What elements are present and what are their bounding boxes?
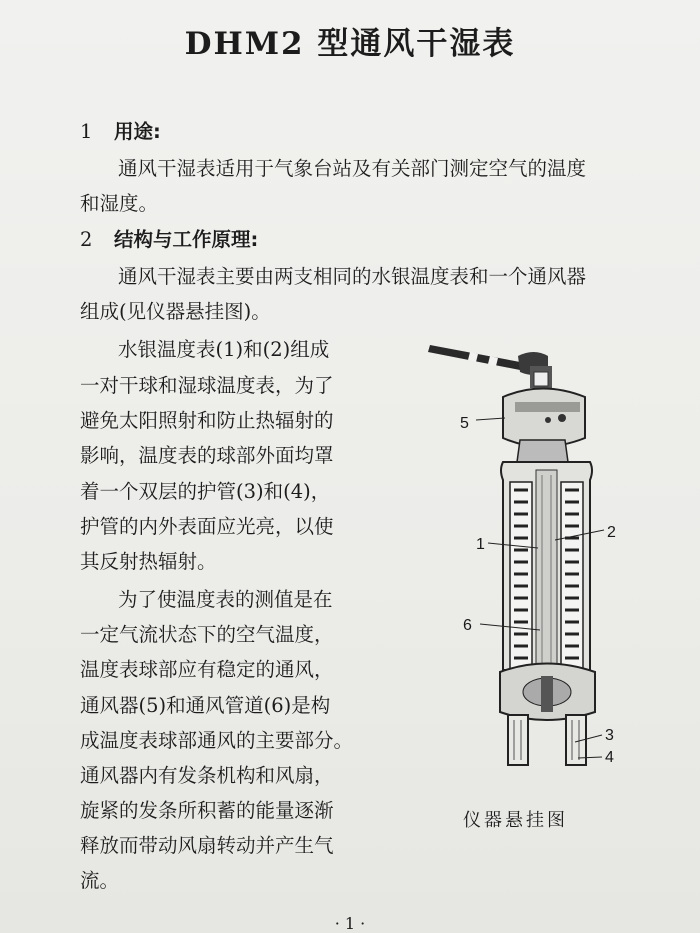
usage-line-1: 通风干湿表适用于气象台站及有关部门测定空气的温度	[118, 157, 587, 180]
thermo-line-1: 水银温度表(1)和(2)组成	[118, 338, 330, 361]
vent-line-6: 通风器内有发条机构和风扇，	[80, 764, 334, 787]
thermo-line-7: 其反射热辐射。	[80, 550, 217, 573]
vent-line-5: 成温度表球部通风的主要部分。	[80, 729, 354, 752]
page-title: DHM2 型通风干湿表	[184, 26, 516, 62]
section-heading-usage	[80, 122, 161, 142]
figure-label-2: 2	[607, 524, 616, 541]
figure-label-6: 6	[463, 617, 472, 634]
section-number: 1	[80, 120, 93, 143]
thermometer-housing	[501, 462, 592, 670]
ventilator-head	[503, 389, 585, 463]
page-number: · 1 ·	[334, 914, 366, 933]
intro-line-1: 通风干湿表主要由两支相同的水银温度表和一个通风器	[118, 265, 587, 288]
thermo-line-5: 着一个双层的护管(3)和(4)，	[80, 480, 331, 503]
vent-line-2: 一定气流状态下的空气温度，	[80, 623, 334, 646]
thermo-line-3: 避免太阳照射和防止热辐射的	[80, 409, 334, 432]
section-title: 结构与工作原理:	[114, 228, 259, 251]
section-title: 用途:	[114, 120, 161, 143]
section-heading-structure	[80, 230, 258, 250]
figure-label-4: 4	[605, 749, 614, 766]
vent-line-3: 温度表球部应有稳定的通风，	[80, 658, 334, 681]
section-number: 2	[80, 228, 93, 251]
thermo-line-4: 影响，温度表的球部外面均罩	[80, 444, 334, 467]
figure-label-1: 1	[476, 536, 485, 553]
instrument-figure	[420, 335, 650, 785]
vent-line-7: 旋紧的发条所积蓄的能量逐渐	[80, 799, 334, 822]
figure-caption: 仪器悬挂图	[463, 810, 568, 831]
vent-line-4: 通风器(5)和通风管道(6)是构	[80, 694, 331, 717]
figure-label-5: 5	[460, 415, 469, 432]
usage-line-2: 和湿度。	[80, 192, 159, 215]
intro-line-2: 组成(见仪器悬挂图)。	[80, 300, 271, 323]
vent-line-9: 流。	[80, 869, 120, 892]
figure-label-3: 3	[605, 727, 614, 744]
vent-line-1: 为了使温度表的测值是在	[118, 588, 333, 611]
protective-tubes	[508, 715, 586, 765]
thermo-line-6: 护管的内外表面应光亮，以使	[80, 515, 334, 538]
suspension-arm	[428, 345, 552, 388]
thermo-line-2: 一对干球和湿球温度表，为了	[80, 374, 334, 397]
vent-line-8: 释放而带动风扇转动并产生气	[80, 834, 334, 857]
bulb-chamber	[500, 664, 595, 721]
